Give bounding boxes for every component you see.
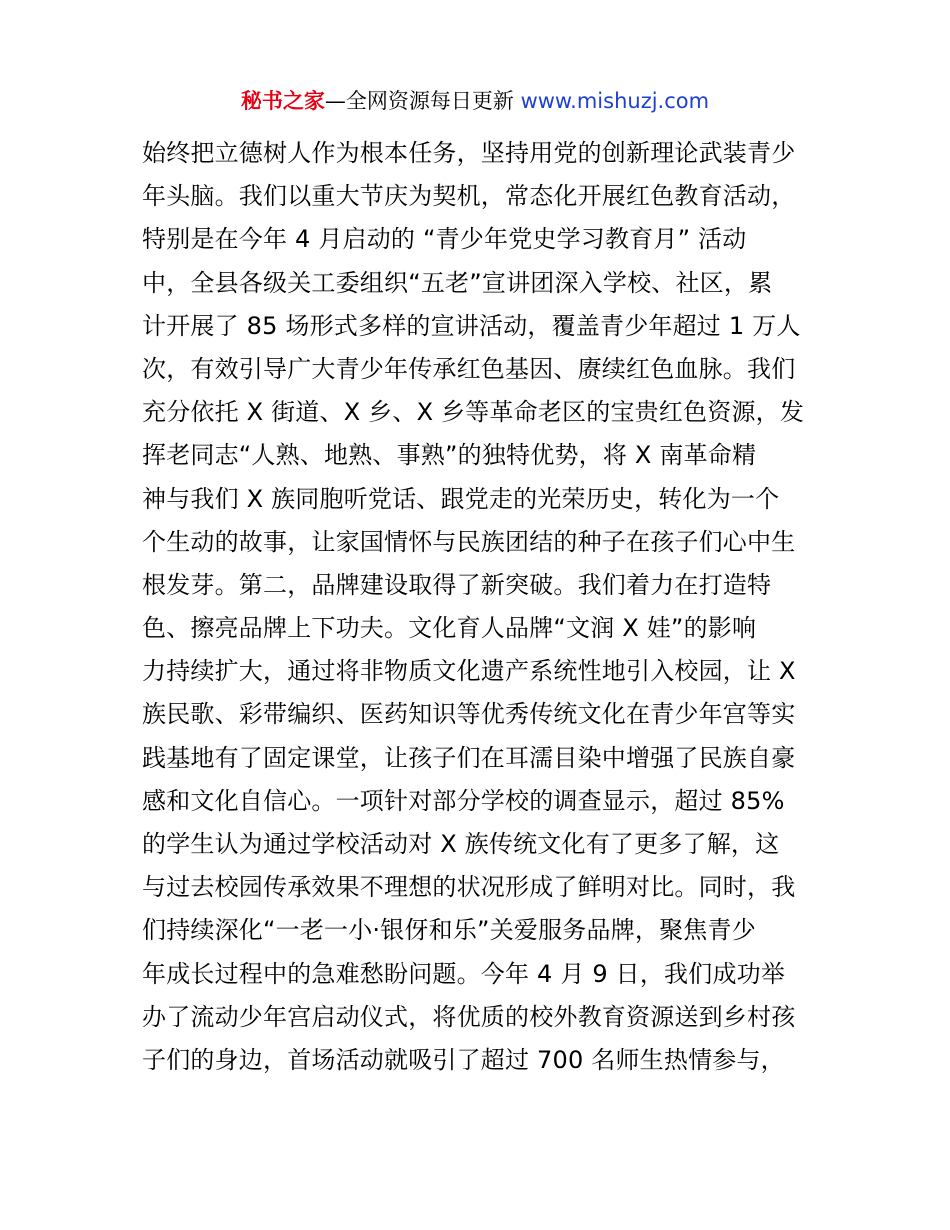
body-text-line: 特别是在今年 4 月启动的 “青少年党史学习教育月” 活动 xyxy=(142,225,747,254)
body-text-line: 中，全县各级关工委组织“五老”宣讲团深入学校、社区，累 xyxy=(142,268,773,297)
body-text-line: 充分依托 X 街道、X 乡、X 乡等革命老区的宝贵红色资源，发 xyxy=(142,398,805,427)
body-text-line: 神与我们 X 族同胞听党话、跟党走的光荣历史，转化为一个 xyxy=(142,484,780,513)
body-text-line: 挥老同志“人熟、地熟、事熟”的独特优势，将 X 南革命精 xyxy=(142,441,757,470)
site-url-link[interactable]: www.mishuzj.com xyxy=(520,89,710,113)
body-text-line: 践基地有了固定课堂，让孩子们在耳濡目染中增强了民族自豪 xyxy=(142,743,796,772)
body-text-line: 族民歌、彩带编织、医药知识等优秀传统文化在青少年宫等实 xyxy=(142,700,796,729)
body-text-line: 始终把立德树人作为根本任务，坚持用党的创新理论武装青少 xyxy=(142,139,796,167)
body-text-line: 次，有效引导广大青少年传承红色基因、赓续红色血脉。我们 xyxy=(142,354,796,383)
body-text-line: 计开展了 85 场形式多样的宣讲活动，覆盖青少年超过 1 万人 xyxy=(142,311,801,340)
body-text-line: 力持续扩大，通过将非物质文化遗产系统性地引入校园，让 X xyxy=(142,657,796,686)
body-text-line: 办了流动少年宫启动仪式，将优质的校外教育资源送到乡村孩 xyxy=(142,1002,796,1031)
body-text-line: 年成长过程中的急难愁盼问题。今年 4 月 9 日，我们成功举 xyxy=(142,959,786,988)
page-header xyxy=(0,86,950,116)
body-text-line: 与过去校园传承效果不理想的状况形成了鲜明对比。同时，我 xyxy=(142,873,796,902)
body-text-line: 年头脑。我们以重大节庆为契机，常态化开展红色教育活动， xyxy=(142,182,796,211)
body-text-line: 根发芽。第二，品牌建设取得了新突破。我们着力在打造特 xyxy=(142,570,772,599)
body-text-line: 的学生认为通过学校活动对 X 族传统文化有了更多了解，这 xyxy=(142,830,780,858)
body-text-line: 感和文化自信心。一项针对部分学校的调查显示，超过 85% xyxy=(142,786,785,815)
body-text-line: 色、擦亮品牌上下功夫。文化育人品牌“文润 X 娃”的影响 xyxy=(142,614,757,643)
body-text-line: 子们的身边，首场活动就吸引了超过 700 名师生热情参与， xyxy=(142,1045,785,1074)
site-brand-name: 秘书之家 xyxy=(240,89,325,113)
body-text-line: 们持续深化“一老一小·银伢和乐”关爱服务品牌，聚焦青少 xyxy=(142,916,756,945)
site-tagline: —全网资源每日更新 xyxy=(324,89,514,113)
body-text-line: 个生动的故事，让家国情怀与民族团结的种子在孩子们心中生 xyxy=(142,527,796,556)
document-body xyxy=(142,132,822,1082)
